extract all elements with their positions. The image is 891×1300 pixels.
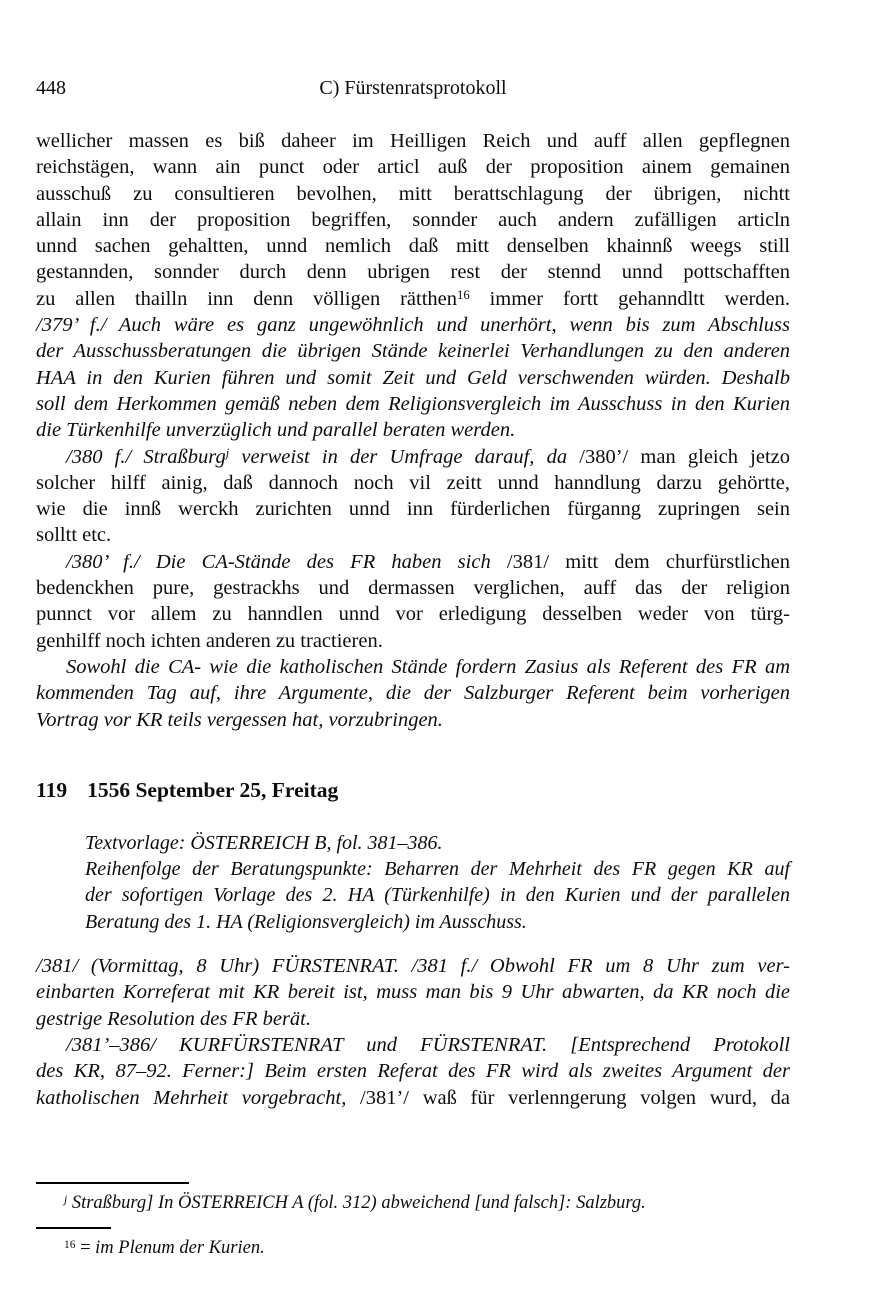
text-line — [36, 575, 790, 601]
text-run: = — [80, 1238, 96, 1258]
paragraph — [36, 549, 790, 654]
text-line — [36, 1032, 790, 1058]
text-run: Straßburg] In ÖSTERREICH A (fol. 312) abweichend [und falsch]: Salzburg. — [71, 1193, 646, 1213]
text-line — [36, 654, 790, 680]
text-run: genhilff noch ichten anderen zu tractieren. — [36, 629, 383, 652]
block-quote — [85, 830, 790, 935]
text-line — [36, 680, 790, 706]
text-line — [36, 979, 790, 1005]
footnote — [36, 1236, 790, 1260]
superscript-mark: j — [225, 445, 230, 460]
text-line — [36, 707, 790, 733]
text-line — [85, 830, 790, 856]
text-run: Vortrag vor KR teils vergessen hat, vorzubringen. — [36, 708, 443, 731]
text-line — [36, 259, 790, 285]
footnote — [36, 1191, 790, 1215]
text-run: des KR, 87–92. Ferner:] Beim ersten Referat des FR wird als zweites Argument der — [36, 1060, 790, 1083]
paragraph — [36, 1032, 790, 1111]
text-run: unnd sachen gehaltten, unnd nemlich daß mitt denselben khainnß weegs still — [36, 235, 790, 258]
text-line — [36, 1085, 790, 1111]
text-run: HAA in den Kurien führen und somit Zeit und Geld verschwenden würden. Deshalb — [36, 366, 790, 389]
section-heading — [36, 777, 790, 803]
text-line — [36, 470, 790, 496]
text-run: solcher hilff ainig, daß dannoch noch vil zeitt unnd hanndlung darzu gehörtte, — [36, 471, 790, 494]
text-run: bedenckhen pure, gestrackhs und dermassen verglichen, auff das der religion — [36, 577, 790, 600]
text-run: Sowohl die CA- wie die katholischen Stände fordern Zasius als Referent des FR am — [66, 655, 790, 678]
footnote-mark: 16 — [64, 1238, 76, 1251]
text-line — [36, 312, 790, 338]
heading-title: 1556 September 25, Freitag — [87, 777, 339, 802]
text-line — [36, 207, 790, 233]
text-line — [36, 628, 790, 654]
text-run: reichstägen, wann ain punct oder articl auß der proposition ainem gemainen — [36, 156, 790, 179]
text-run: allain inn der proposition begriffen, sonnder auch andern zufälligen articln — [36, 208, 790, 231]
text-run: Beratung des 1. HA (Religionsvergleich) im Ausschuss. — [85, 910, 527, 933]
text-line — [36, 549, 790, 575]
text-line — [36, 1006, 790, 1032]
text-line — [36, 444, 790, 470]
text-line — [36, 181, 790, 207]
text-line — [36, 233, 790, 259]
text-run: verweist in der Umfrage darauf, da — [229, 445, 580, 468]
text-run: immer fortt gehanndltt werden. — [469, 287, 790, 310]
text-line — [85, 909, 790, 935]
text-line — [36, 154, 790, 180]
text-run: der sofortigen Vorlage des 2. HA (Türkenhilfe) in den Kurien und der parallelen — [85, 884, 790, 907]
text-run: gestrige Resolution des FR berät. — [36, 1007, 311, 1030]
text-run: Textvorlage: ÖSTERREICH B, fol. 381–386. — [85, 831, 443, 854]
text-line — [85, 856, 790, 882]
footnote-mark: j — [64, 1193, 68, 1206]
text-run: /381/ mitt dem churfürstlichen — [506, 550, 790, 573]
text-line — [85, 882, 790, 908]
text-line — [36, 417, 790, 443]
running-title: C) Fürstenratsprotokoll — [319, 77, 507, 99]
text-run: /380’/ man gleich jetzo — [579, 445, 790, 468]
text-run: wie die innß werckh zurichten unnd inn fürderlichen fürganng zupringen sein — [36, 498, 790, 521]
footnotes — [36, 1182, 790, 1272]
text-run: einbarten Korreferat mit KR bereit ist, muss man bis 9 Uhr abwarten, da KR noch die — [36, 981, 790, 1004]
text-run: /379’ f./ Auch wäre es ganz ungewöhnlich und unerhört, wenn bis zum Abschluss — [36, 314, 790, 337]
text-run: /381’–386/ KURFÜRSTENRAT und FÜRSTENRAT. [Entsprechend Protokoll — [66, 1033, 790, 1056]
text-line — [36, 128, 790, 154]
page — [36, 0, 790, 1111]
text-run: gestannden, sonnder durch denn ubrigen rest der stennd unnd pottschafften — [36, 261, 790, 284]
text-line — [36, 953, 790, 979]
text-run: ausschuß zu consultieren bevolhen, mitt berattschlagung der übrigen, nichtt — [36, 182, 790, 205]
text-line — [36, 601, 790, 627]
text-run: die Türkenhilfe unverzüglich und parallel beraten werden. — [36, 419, 516, 442]
text-run: solltt etc. — [36, 524, 112, 547]
text-line — [36, 286, 790, 312]
text-run: Reihenfolge der Beratungspunkte: Beharren der Mehrheit des FR gegen KR auf — [85, 858, 790, 881]
text-line — [36, 522, 790, 548]
paragraph — [36, 128, 790, 444]
text-run: zu allen thailln inn denn völligen rätthen — [36, 287, 457, 310]
paragraph — [36, 654, 790, 733]
text-run: /380 f./ Straßburg — [66, 445, 226, 468]
text-run: der Ausschussberatungen die übrigen Stände keinerlei Verhandlungen zu den anderen — [36, 340, 790, 363]
text-run: punnct vor allem zu hanndlen unnd vor erledigung desselben weder von türg- — [36, 603, 790, 626]
text-run: im Plenum der Kurien. — [95, 1238, 265, 1258]
document-body — [36, 128, 790, 1111]
text-run: wellicher massen es biß daheer im Heilligen Reich und auff allen gepflegnen — [36, 130, 790, 152]
text-run: soll dem Herkommen gemäß neben dem Religionsvergleich im Ausschuss in den Kurien — [36, 392, 790, 415]
paragraph — [36, 953, 790, 1032]
paragraph — [36, 444, 790, 549]
text-run: katholischen Mehrheit vorgebracht, — [36, 1086, 361, 1109]
text-line — [36, 391, 790, 417]
text-run: /381/ (Vormittag, 8 Uhr) FÜRSTENRAT. /381 f./ Obwohl FR um 8 Uhr zum ver- — [36, 955, 790, 978]
text-run: /380’ f./ Die CA-Stände des FR haben sich — [66, 550, 507, 573]
text-line — [36, 1058, 790, 1084]
heading-number: 119 — [36, 777, 68, 802]
text-line — [36, 365, 790, 391]
footnote-rule — [36, 1182, 189, 1184]
superscript-mark: 16 — [456, 288, 470, 303]
page-number: 448 — [36, 77, 66, 99]
text-run: kommenden Tag auf, ihre Argumente, die der Salzburger Referent beim vorherigen — [36, 682, 790, 705]
footnote-rule — [36, 1227, 111, 1229]
text-line — [36, 338, 790, 364]
text-line — [36, 496, 790, 522]
page-header — [36, 76, 790, 101]
text-run: /381’/ waß für verlenngerung volgen wurd, da — [360, 1086, 790, 1109]
